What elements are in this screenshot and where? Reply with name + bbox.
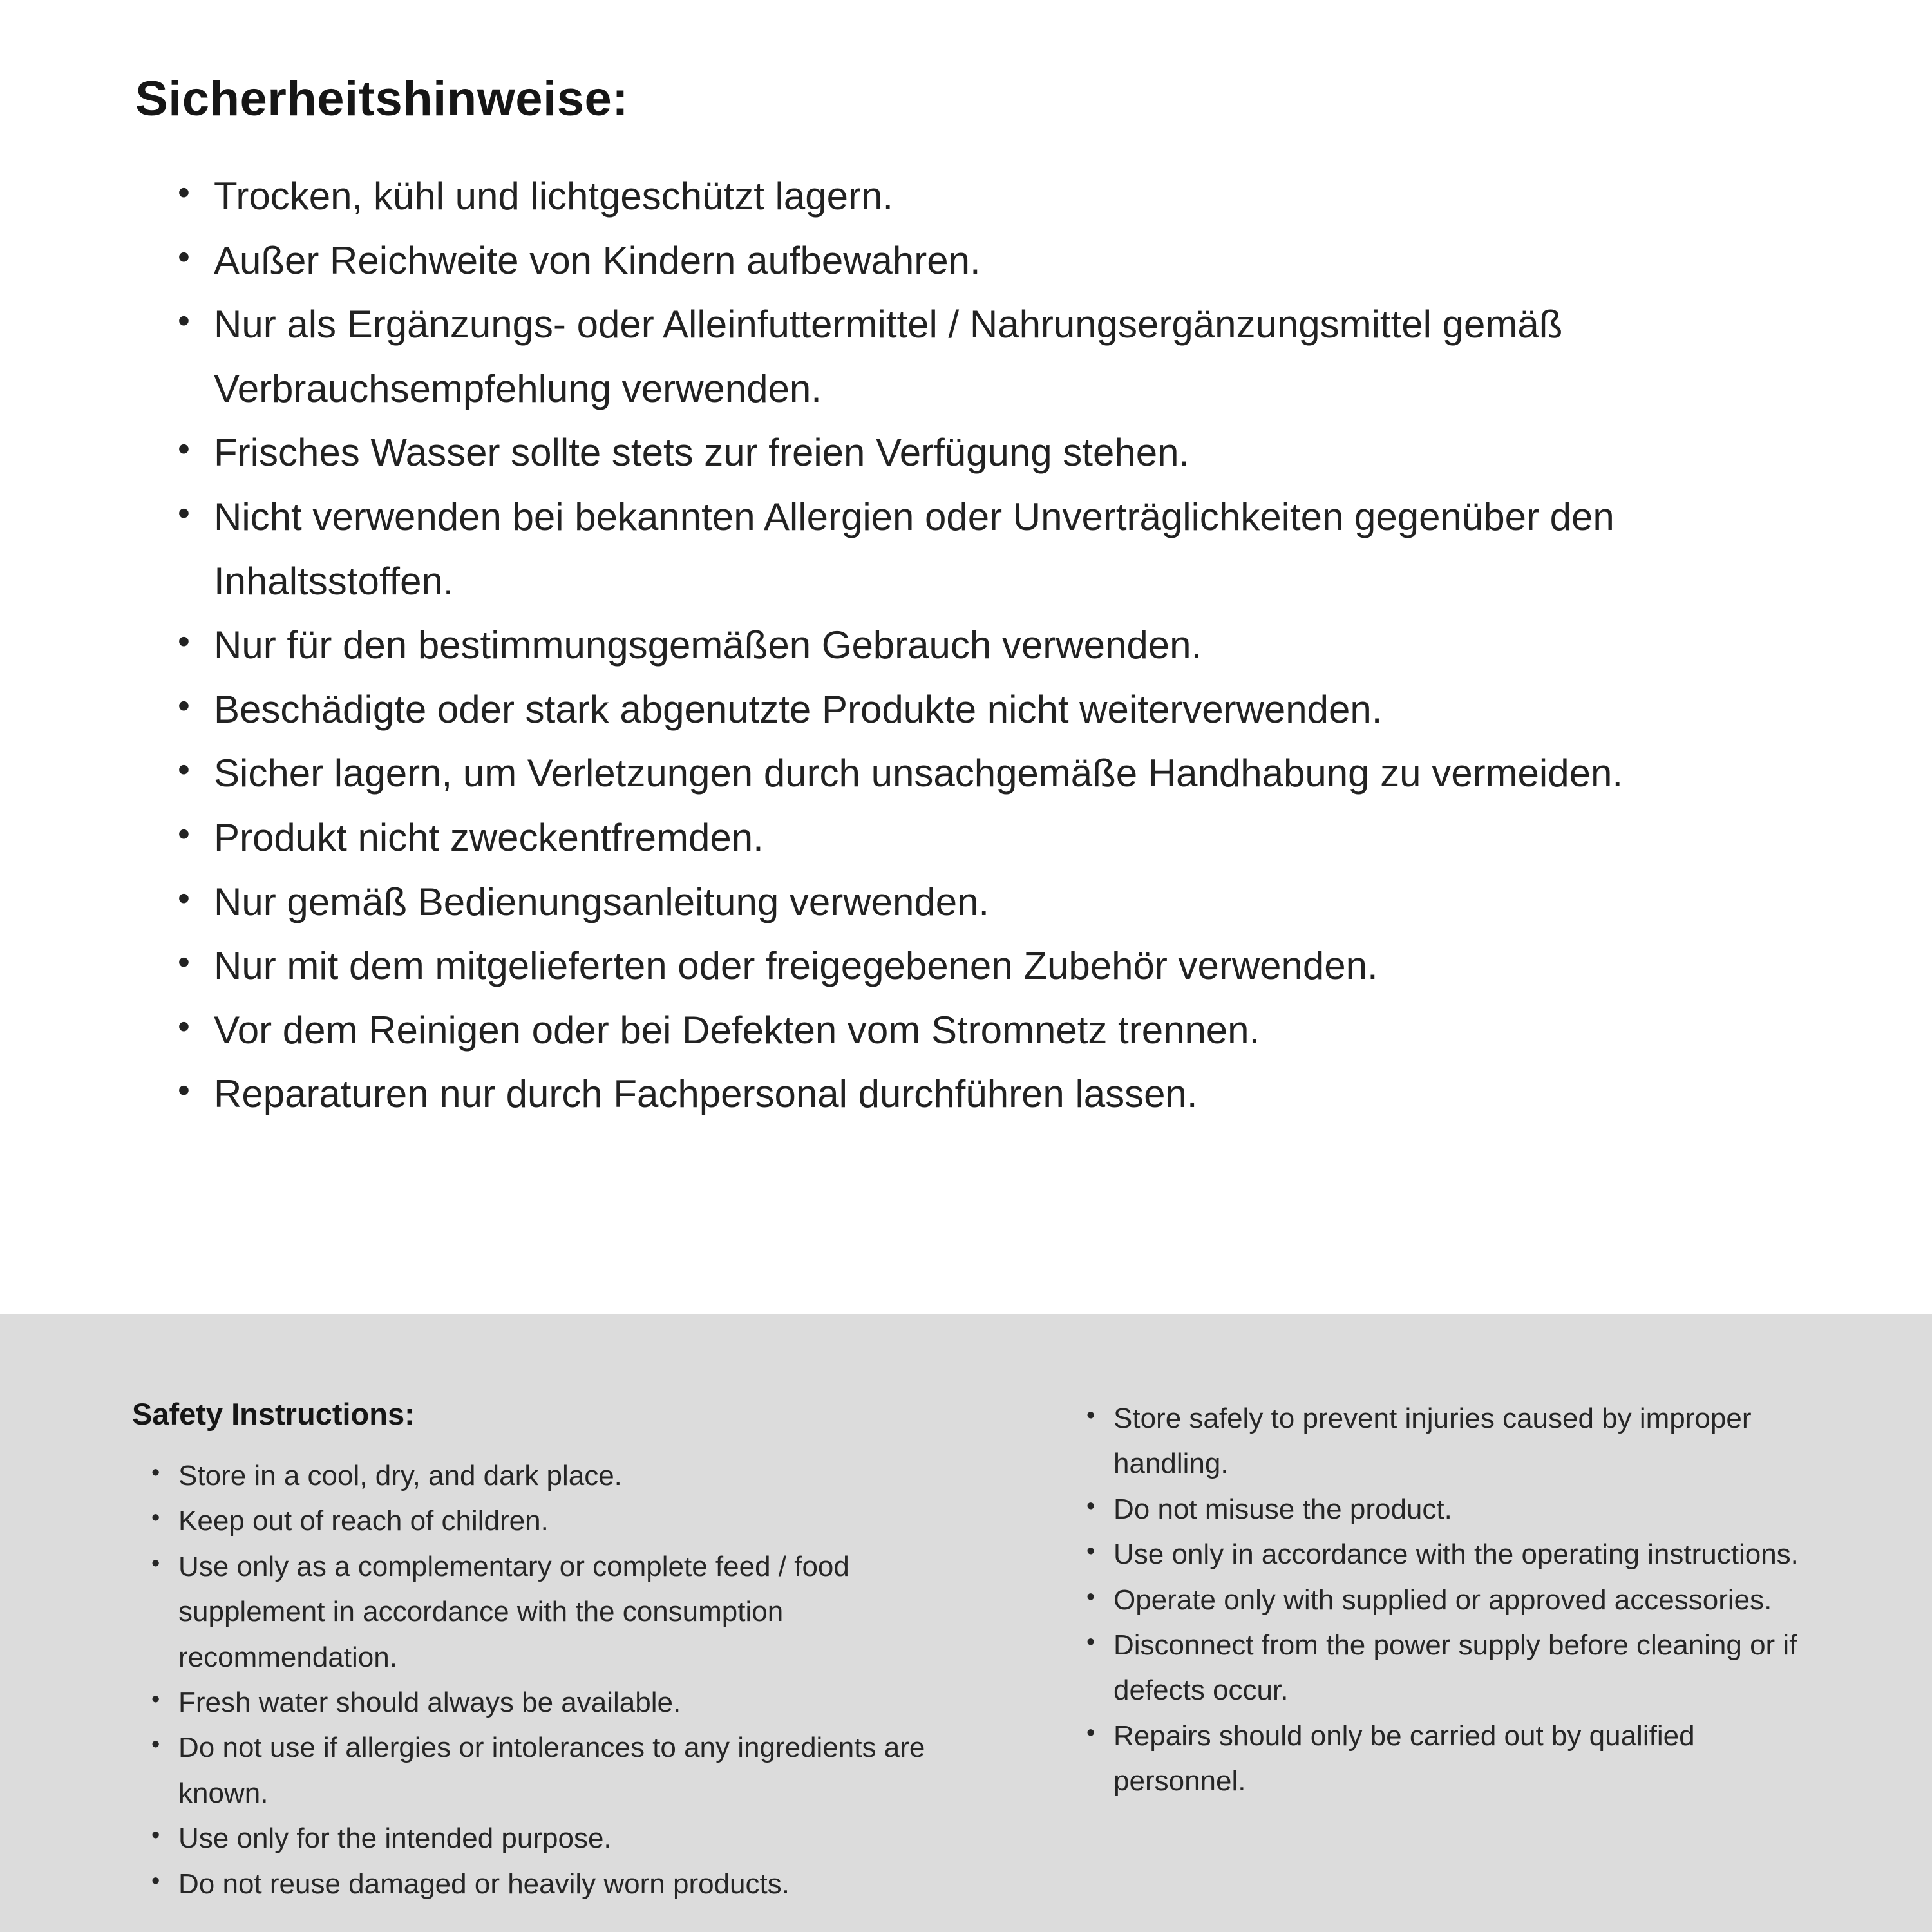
list-item: • Store safely to prevent injuries caused by improper handling. [1085, 1396, 1816, 1487]
list-item: • Use only in accordance with the operating instructions. [1085, 1532, 1816, 1577]
list-item: • Außer Reichweite von Kindern aufbewahren. [174, 229, 1803, 293]
list-item: • Beschädigte oder stark abgenutzte Produkte nicht weiterverwenden. [174, 677, 1803, 742]
list-item: • Trocken, kühl und lichtgeschützt lagern. [174, 164, 1803, 229]
english-bullet-list-left [150, 1454, 989, 1907]
list-item: • Store in a cool, dry, and dark place. [150, 1454, 989, 1499]
list-item: • Fresh water should always be available. [150, 1680, 989, 1725]
english-bullet-list-right [1085, 1396, 1816, 1804]
list-item: • Vor dem Reinigen oder bei Defekten vom Stromnetz trennen. [174, 998, 1803, 1063]
list-item: • Disconnect from the power supply before cleaning or if defects occur. [1085, 1623, 1816, 1714]
english-heading: Safety Instructions: [132, 1397, 415, 1431]
list-item: • Nur mit dem mitgelieferten oder freigegebenen Zubehör verwenden. [174, 934, 1803, 998]
german-heading: Sicherheitshinweise: [135, 71, 629, 126]
list-item: • Repairs should only be carried out by qualified personnel. [1085, 1714, 1816, 1804]
list-item: • Use only for the intended purpose. [150, 1816, 989, 1861]
english-left-column [132, 1396, 989, 1907]
list-item: • Nur gemäß Bedienungsanleitung verwenden. [174, 870, 1803, 934]
list-item: • Do not use if allergies or intolerances to any ingredients are known. [150, 1725, 989, 1816]
list-item: • Frisches Wasser sollte stets zur freien Verfügung stehen. [174, 421, 1803, 485]
german-bullet-list [174, 164, 1803, 1126]
list-item: • Nicht verwenden bei bekannten Allergien oder Unverträglichkeiten gegenüber den Inhaltsstoffen. [174, 485, 1803, 613]
list-item: • Operate only with supplied or approved accessories. [1085, 1578, 1816, 1623]
english-right-column [1085, 1396, 1816, 1804]
list-item: • Do not reuse damaged or heavily worn products. [150, 1862, 989, 1907]
list-item: • Nur für den bestimmungsgemäßen Gebrauch verwenden. [174, 613, 1803, 677]
list-item: • Keep out of reach of children. [150, 1499, 989, 1544]
list-item: • Nur als Ergänzungs- oder Alleinfuttermittel / Nahrungsergänzungsmittel gemäß Verbrauchsempfehlung verwenden. [174, 292, 1803, 421]
english-safety-section [0, 1314, 1932, 1932]
list-item: • Do not misuse the product. [1085, 1487, 1816, 1532]
list-item: • Sicher lagern, um Verletzungen durch unsachgemäße Handhabung zu vermeiden. [174, 741, 1803, 806]
list-item: • Use only as a complementary or complete feed / food supplement in accordance with the consumption recommendation. [150, 1544, 989, 1680]
list-item: • Reparaturen nur durch Fachpersonal durchführen lassen. [174, 1062, 1803, 1126]
list-item: • Produkt nicht zweckentfremden. [174, 806, 1803, 870]
